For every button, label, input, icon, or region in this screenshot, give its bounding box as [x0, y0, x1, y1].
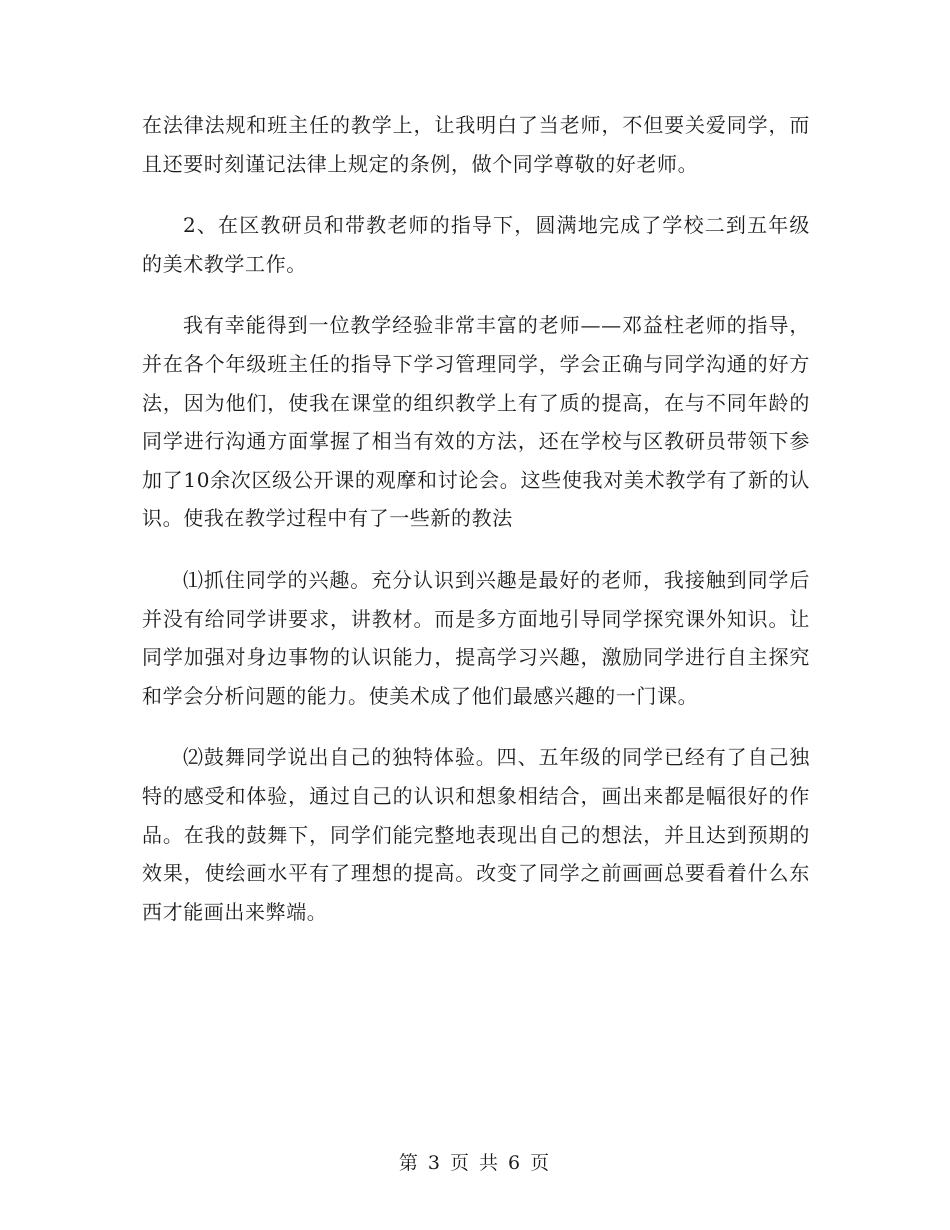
page-number-footer: 第 3 页 共 6 页 [398, 1152, 552, 1174]
paragraph-1: 在法律法规和班主任的教学上，让我明白了当老师，不但要关爱同学，而且还要时刻谨记法律上规定的条例，做个同学尊敬的好老师。 [142, 113, 810, 176]
paragraph-5: ⑵鼓舞同学说出自己的独特体验。四、五年级的同学已经有了自己独特的感受和体验，通过自己的认识和想象相结合，画出来都是幅很好的作品。在我的鼓舞下，同学们能完整地表现出自己的想法，并且达到预期的效果，使绘画水平有了理想的提高。改变了同学之前画画总要看着什么东西才能画出来弊端。 [142, 745, 810, 924]
paragraph-3: 我有幸能得到一位教学经验非常丰富的老师——邓益柱老师的指导，并在各个年级班主任的指导下学习管理同学，学会正确与同学沟通的好方法，因为他们，使我在课堂的组织教学上有了质的提高，在与不同年龄的同学进行沟通方面掌握了相当有效的方法，还在学校与区教研员带领下参加了10余次区级公开课的观摩和讨论会。这些使我对美术教学有了新的认识。使我在教学过程中有了一些新的教法 [142, 313, 810, 531]
paragraph-2: 2、在区教研员和带教老师的指导下，圆满地完成了学校二到五年级的美术教学工作。 [142, 213, 810, 276]
document-body [142, 106, 810, 954]
paragraph-4: ⑴抓住同学的兴趣。充分认识到兴趣是最好的老师，我接触到同学后并没有给同学讲要求，讲教材。而是多方面地引导同学探究课外知识。让同学加强对身边事物的认识能力，提高学习兴趣，激励同学进行自主探究和学会分析问题的能力。使美术成了他们最感兴趣的一门课。 [142, 567, 810, 708]
